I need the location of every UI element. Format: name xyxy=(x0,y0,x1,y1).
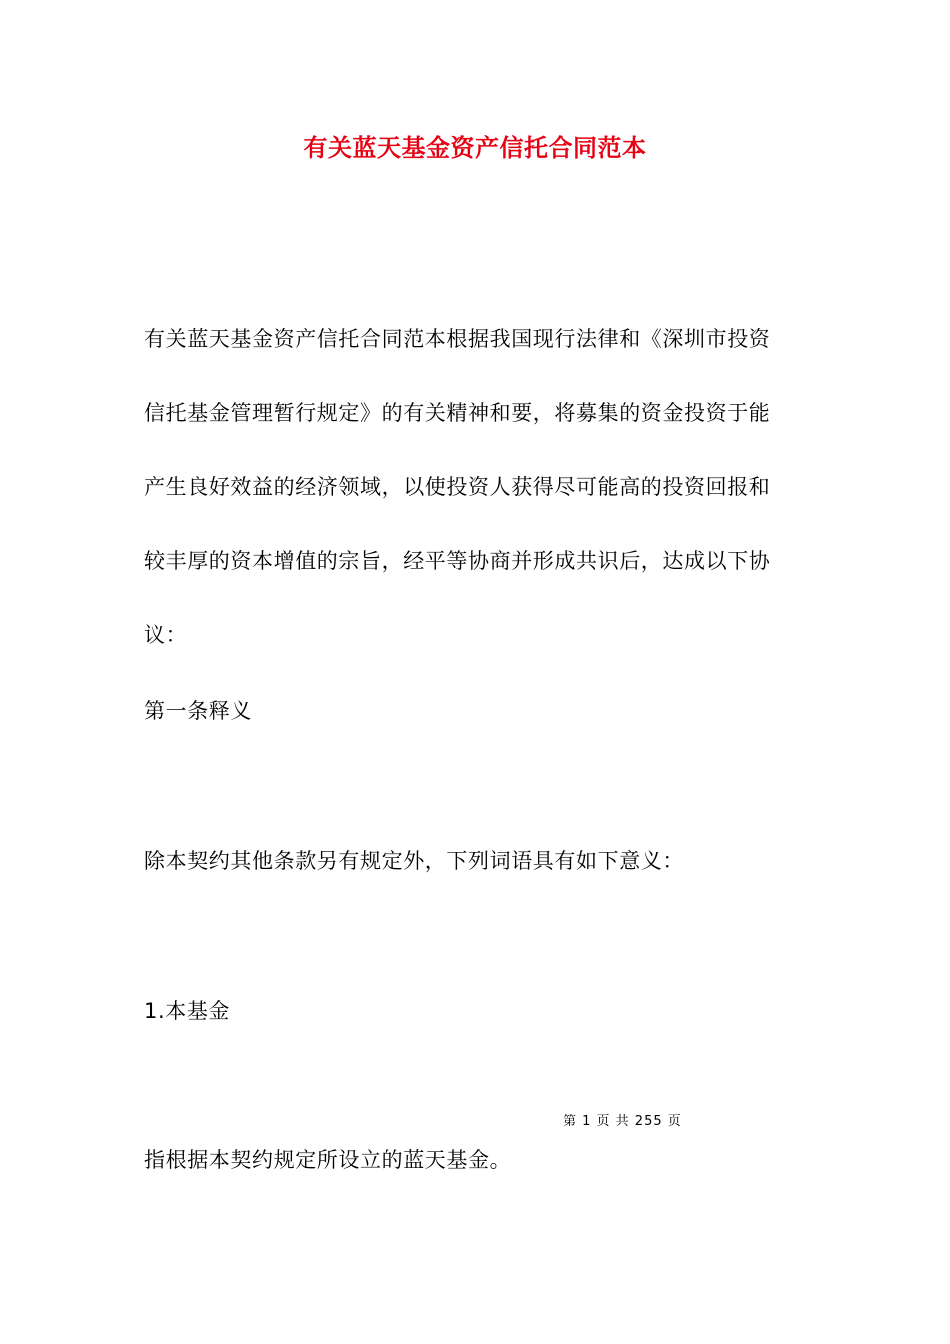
term-1: 1.本基金 xyxy=(144,999,231,1023)
term-1-definition: 指根据本契约规定所设立的蓝天基金。 xyxy=(144,1148,512,1172)
document-title: 有关蓝天基金资产信托合同范本 xyxy=(303,134,647,162)
intro-line-2: 信托基金管理暂行规定》的有关精神和要，将募集的资金投资于能 xyxy=(144,401,771,425)
intro-line-4: 较丰厚的资本增值的宗旨，经平等协商并形成共识后，达成以下协 xyxy=(144,549,771,573)
intro-line-1: 有关蓝天基金资产信托合同范本根据我国现行法律和《深圳市投资 xyxy=(144,327,771,351)
intro-line-3: 产生良好效益的经济领域，以使投资人获得尽可能高的投资回报和 xyxy=(144,475,771,499)
intro-line-5: 议： xyxy=(144,623,188,647)
page-indicator: 第 1 页 共 255 页 xyxy=(563,1114,682,1129)
definition-intro: 除本契约其他条款另有规定外，下列词语具有如下意义： xyxy=(144,849,684,873)
article-heading: 第一条释义 xyxy=(144,699,252,723)
